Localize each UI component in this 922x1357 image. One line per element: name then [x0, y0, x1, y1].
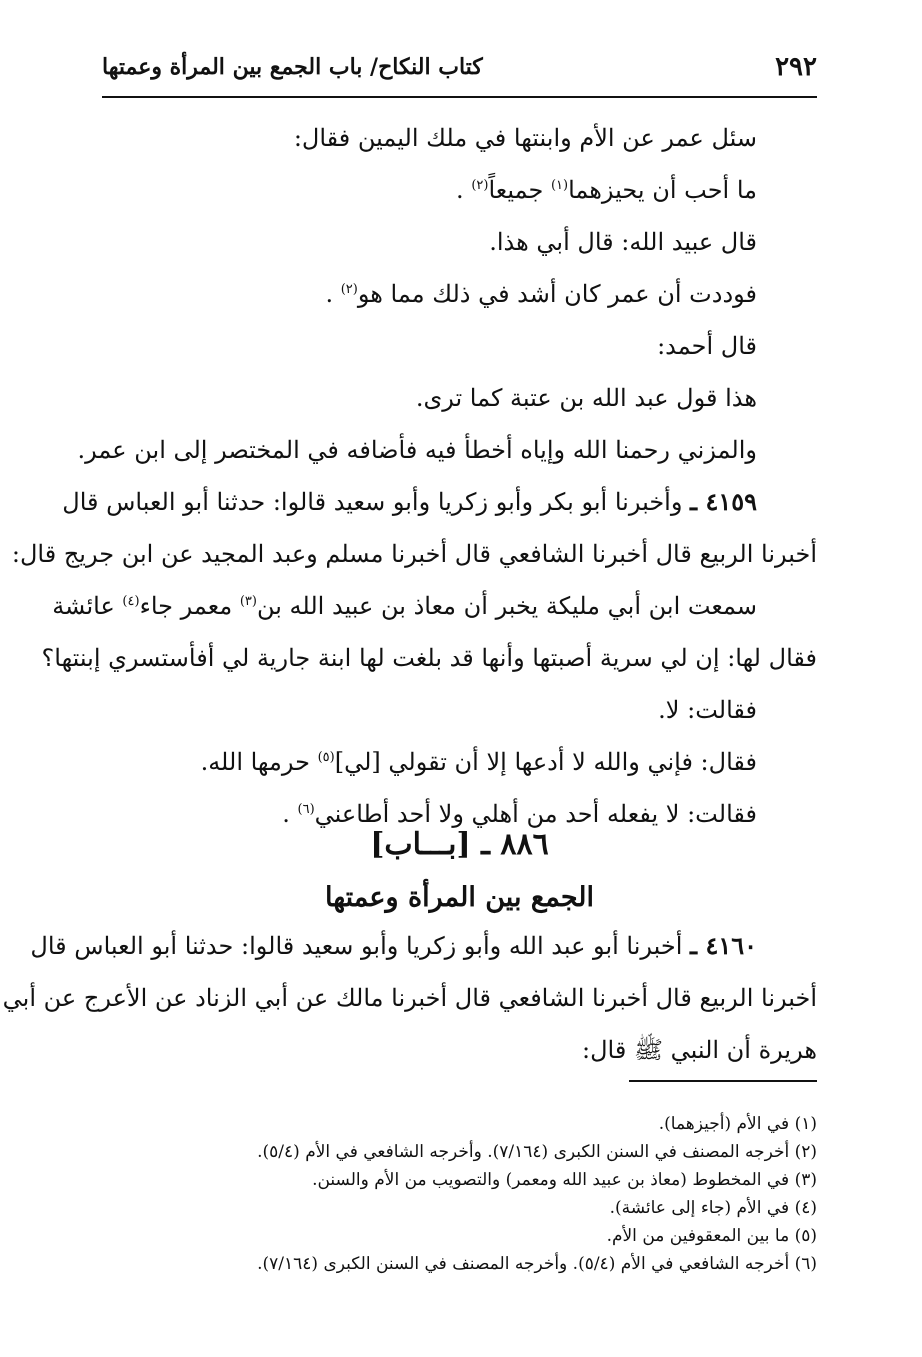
chapter-title: الجمع بين المرأة وعمتها: [324, 882, 594, 913]
footnote: (١) في الأم (أجيزهما).: [658, 1114, 817, 1134]
chapter-heading: [102, 820, 817, 926]
hadith-4159-line: أخبرنا الربيع قال أخبرنا الشافعي قال أخبرنا مسلم وعبد المجيد عن ابن جريج قال:: [11, 540, 817, 568]
main-text: [11, 112, 817, 840]
footnote-divider: [629, 1080, 817, 1082]
chapter-number: ٨٨٦ ـ [بـــاب]: [370, 827, 549, 862]
running-title: كتاب النكاح/ باب الجمع بين المرأة وعمتها: [102, 54, 483, 80]
hadith-number: ٤١٥٩ ـ: [690, 487, 757, 516]
text-line: هذا قول عبد الله بن عتبة كما ترى.: [415, 384, 757, 412]
text-line: فوددت أن عمر كان أشد في ذلك مما هو$^{(٢)}$ .: [325, 280, 757, 308]
footnote-ref: (٢): [340, 282, 358, 297]
hadith-number: ٤١٦٠ ـ: [690, 931, 757, 960]
text-line: ما أحب أن يحيزهما$^{(١)}$ جميعاً$^{(٢)}$ .: [456, 176, 757, 204]
page-number: ٢٩٢: [775, 52, 817, 82]
main-text-2: [2, 920, 817, 1076]
footnote: (٤) في الأم (جاء إلى عائشة).: [609, 1198, 817, 1218]
hadith-4159-line: سمعت ابن أبي مليكة يخبر أن معاذ بن عبيد الله بن$^{(٣)}$ معمر جاء$^{(٤)}$ عائشة: [52, 592, 757, 620]
footnote: (٢) أخرجه المصنف في السنن الكبرى (٧/١٦٤). وأخرجه الشافعي في الأم (٥/٤).: [257, 1142, 817, 1162]
hadith-4159-line: فقال: فإني والله لا أدعها إلا أن تقولي [لي]$^{(٥)}$ حرمها الله.: [200, 748, 757, 776]
hadith-4159-line: ٤١٥٩ ـ وأخبرنا أبو بكر وأبو زكريا وأبو سعيد قالوا: حدثنا أبو العباس قال: [62, 487, 757, 516]
footnote: (٦) أخرجه الشافعي في الأم (٥/٤). وأخرجه المصنف في السنن الكبرى (٧/١٦٤).: [257, 1254, 817, 1274]
hadith-4160-line: هريرة أن النبي ﷺ قال:: [582, 1036, 817, 1064]
hadith-4160-line: أخبرنا الربيع قال أخبرنا الشافعي قال أخبرنا مالك عن أبي الزناد عن الأعرج عن أبي: [2, 984, 817, 1012]
footnote: (٥) ما بين المعقوفين من الأم.: [606, 1226, 817, 1246]
hadith-4160-line: ٤١٦٠ ـ أخبرنا أبو عبد الله وأبو زكريا وأبو سعيد قالوا: حدثنا أبو العباس قال: [30, 931, 757, 960]
hadith-4159-line: فقالت: لا يفعله أحد من أهلي ولا أحد أطاعني$^{(٦)}$ .: [282, 800, 757, 828]
footnotes: [102, 1110, 817, 1278]
text-line: قال عبيد الله: قال أبي هذا.: [489, 228, 757, 256]
text-line: سئل عمر عن الأم وابنتها في ملك اليمين فقال:: [293, 124, 757, 152]
footnote-ref: (٤): [122, 594, 140, 609]
footnote: (٣) في المخطوط (معاذ بن عبيد الله ومعمر) والتصويب من الأم والسنن.: [312, 1170, 817, 1190]
footnote-ref: (١): [550, 178, 569, 193]
footnote-ref: (٦): [297, 802, 315, 817]
footnote-ref: (٣): [239, 594, 257, 609]
running-header: [102, 52, 817, 98]
hadith-4159-line: فقالت: لا.: [658, 696, 757, 724]
text-line: والمزني رحمنا الله وإياه أخطأ فيه فأضافه في المختصر إلى ابن عمر.: [77, 436, 757, 464]
footnote-ref: (٥): [317, 750, 335, 765]
hadith-4159-line: فقال لها: إن لي سرية أصبتها وأنها قد بلغت لها ابنة جارية لي أفأستسري إبنتها؟: [41, 644, 817, 672]
footnote-ref: (٢): [471, 178, 489, 193]
text-line: قال أحمد:: [657, 332, 757, 360]
